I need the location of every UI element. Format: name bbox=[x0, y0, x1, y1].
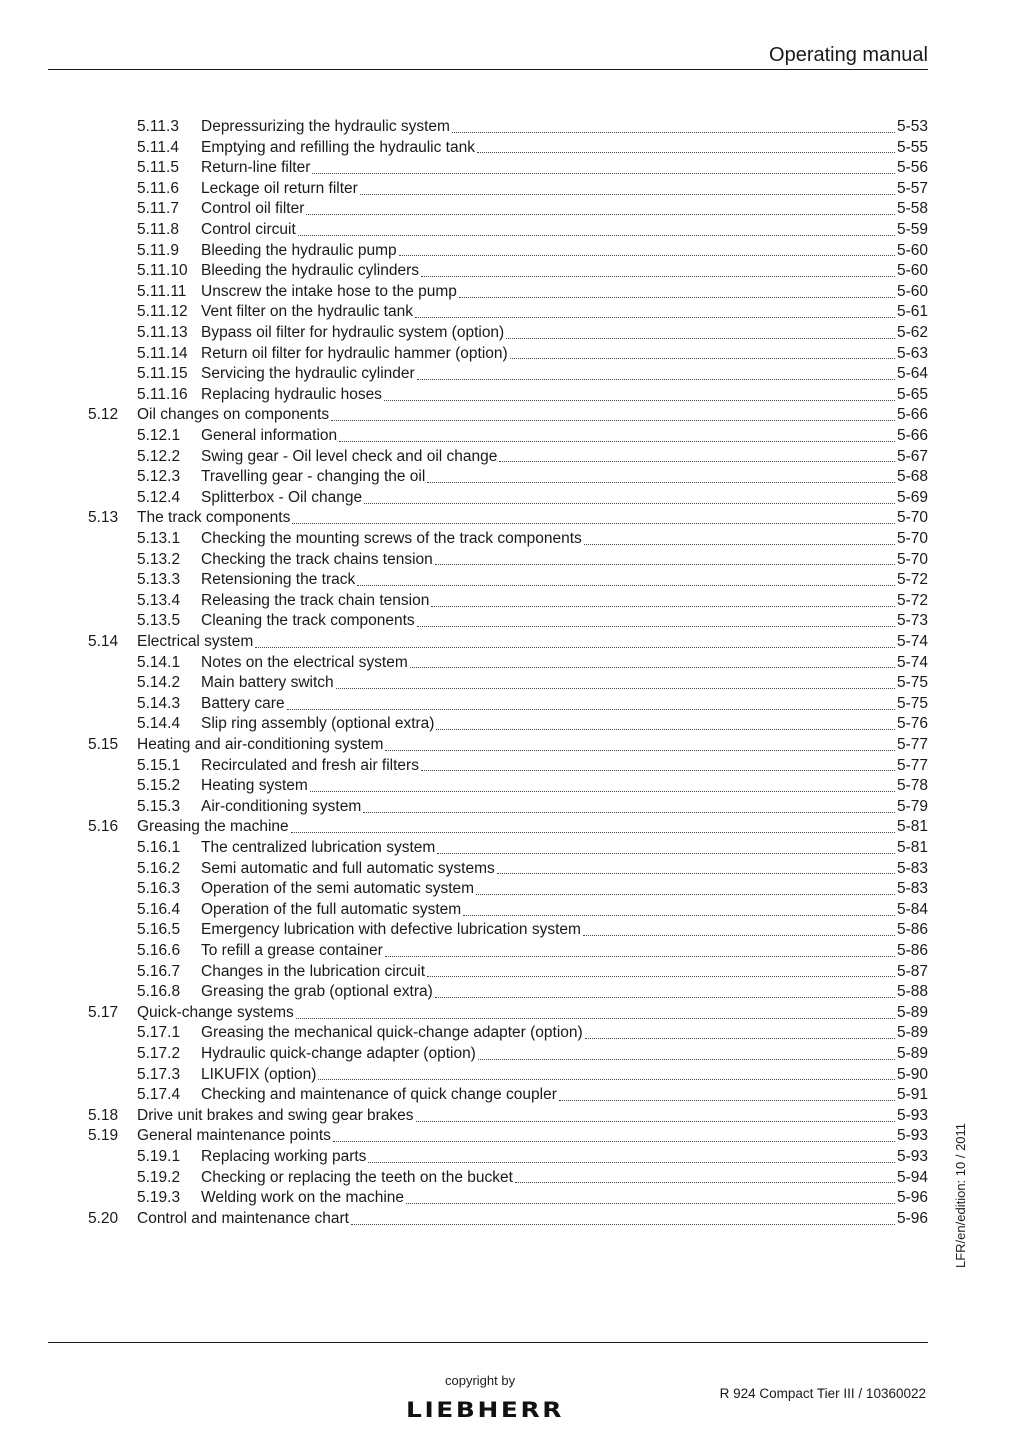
toc-entry-number: 5.11.13 bbox=[137, 324, 188, 341]
toc-entry-number: 5.11.15 bbox=[137, 365, 188, 383]
toc-entry-number: 5.17.3 bbox=[137, 1065, 181, 1083]
toc-entry-title: Emptying and refilling the hydraulic tank bbox=[201, 138, 475, 156]
toc-dot-leader bbox=[584, 544, 895, 545]
toc-entry-title: Quick-change systems bbox=[137, 1003, 294, 1021]
toc-entry-page: 5-91 bbox=[896, 1086, 928, 1104]
toc-entry-number: 5.16.8 bbox=[137, 983, 181, 1001]
toc-dot-leader bbox=[417, 626, 895, 627]
toc-dot-leader bbox=[435, 564, 895, 565]
toc-entry[interactable] bbox=[137, 529, 928, 550]
toc-dot-leader bbox=[357, 585, 895, 586]
toc-entry-title: Bleeding the hydraulic pump bbox=[201, 241, 397, 259]
toc-entry-page: 5-62 bbox=[896, 324, 928, 341]
toc-entry[interactable] bbox=[137, 1168, 928, 1189]
toc-entry-page: 5-86 bbox=[896, 942, 928, 959]
toc-dot-leader bbox=[415, 317, 895, 318]
toc-dot-leader bbox=[406, 1203, 895, 1204]
toc-entry-number: 5.13.3 bbox=[137, 571, 181, 589]
toc-entry-number: 5.15.2 bbox=[137, 777, 181, 795]
toc-dot-leader bbox=[312, 173, 895, 174]
toc-entry-title: Releasing the track chain tension bbox=[201, 591, 430, 609]
toc-dot-leader bbox=[437, 853, 895, 854]
toc-dot-leader bbox=[515, 1182, 895, 1183]
toc-dot-leader bbox=[583, 935, 895, 936]
toc-entry-page: 5-75 bbox=[896, 694, 928, 712]
toc-entry[interactable] bbox=[137, 158, 928, 179]
toc-entry[interactable] bbox=[137, 241, 928, 262]
toc-entry[interactable] bbox=[137, 1085, 928, 1106]
toc-entry-number: 5.11.3 bbox=[137, 118, 179, 135]
toc-entry[interactable] bbox=[137, 323, 928, 344]
footer-divider bbox=[48, 1342, 928, 1343]
toc-entry-title: Battery care bbox=[201, 694, 285, 712]
toc-entry-title: Return-line filter bbox=[201, 159, 311, 177]
toc-entry-title: LIKUFIX (option) bbox=[201, 1065, 317, 1083]
toc-dot-leader bbox=[417, 379, 895, 380]
toc-entry-page: 5-64 bbox=[896, 365, 928, 383]
toc-entry-title: Control circuit bbox=[201, 221, 296, 238]
toc-entry-number: 5.20 bbox=[88, 1209, 119, 1227]
toc-entry-page: 5-83 bbox=[896, 880, 928, 898]
toc-entry-page: 5-89 bbox=[896, 1024, 928, 1042]
toc-entry-title: Welding work on the machine bbox=[201, 1189, 405, 1207]
toc-entry[interactable] bbox=[137, 1188, 928, 1209]
toc-entry-number: 5.13.5 bbox=[137, 612, 181, 630]
toc-entry-title: Return oil filter for hydraulic hammer (option) bbox=[201, 344, 508, 362]
toc-entry-number: 5.13.1 bbox=[137, 530, 181, 547]
toc-entry[interactable] bbox=[137, 941, 928, 962]
toc-entry-number: 5.16 bbox=[88, 818, 119, 836]
toc-dot-leader bbox=[399, 255, 895, 256]
toc-entry-title: Greasing the mechanical quick-change adapter (option) bbox=[201, 1024, 583, 1042]
toc-entry-number: 5.19.2 bbox=[137, 1168, 181, 1186]
toc-dot-leader bbox=[459, 297, 895, 298]
toc-entry-title: Retensioning the track bbox=[201, 571, 356, 589]
toc-dot-leader bbox=[435, 997, 895, 998]
toc-entry-title: Slip ring assembly (optional extra) bbox=[201, 715, 435, 733]
toc-entry[interactable] bbox=[137, 1023, 928, 1044]
toc-entry[interactable] bbox=[137, 611, 928, 632]
toc-entry-page: 5-96 bbox=[896, 1189, 928, 1207]
toc-entry[interactable] bbox=[137, 1147, 928, 1168]
toc-entry-title: Cleaning the track components bbox=[201, 612, 415, 630]
toc-entry-title: Control oil filter bbox=[201, 200, 305, 218]
toc-entry-title: General maintenance points bbox=[137, 1127, 331, 1145]
toc-entry-title: General information bbox=[201, 427, 338, 444]
toc-entry-page: 5-68 bbox=[896, 468, 928, 486]
toc-entry-page: 5-60 bbox=[896, 262, 928, 280]
toc-entry-number: 5.13 bbox=[88, 509, 119, 527]
toc-entry-number: 5.15.3 bbox=[137, 797, 181, 815]
toc-dot-leader bbox=[364, 503, 895, 504]
toc-entry-number: 5.14 bbox=[88, 633, 119, 650]
toc-entry[interactable] bbox=[137, 302, 928, 323]
toc-entry-title: Control and maintenance chart bbox=[137, 1209, 349, 1227]
toc-dot-leader bbox=[385, 750, 895, 751]
toc-dot-leader bbox=[559, 1100, 895, 1101]
toc-entry[interactable] bbox=[137, 1065, 928, 1086]
toc-entry-number: 5.19 bbox=[88, 1127, 119, 1145]
toc-entry[interactable] bbox=[137, 714, 928, 735]
toc-entry-page: 5-84 bbox=[896, 900, 928, 918]
toc-entry-number: 5.11.4 bbox=[137, 138, 179, 156]
toc-dot-leader bbox=[421, 276, 895, 277]
toc-entry-page: 5-75 bbox=[896, 674, 928, 692]
toc-entry-number: 5.14.3 bbox=[137, 694, 181, 712]
toc-dot-leader bbox=[510, 358, 895, 359]
toc-dot-leader bbox=[384, 400, 895, 401]
toc-entry-page: 5-65 bbox=[896, 385, 928, 403]
toc-entry-page: 5-56 bbox=[896, 159, 928, 177]
toc-entry-page: 5-93 bbox=[896, 1127, 928, 1145]
toc-dot-leader bbox=[478, 1059, 895, 1060]
toc-entry-number: 5.16.3 bbox=[137, 880, 181, 898]
toc-entry[interactable] bbox=[137, 756, 928, 777]
toc-dot-leader bbox=[310, 791, 895, 792]
toc-entry-page: 5-74 bbox=[896, 653, 928, 671]
toc-entry-number: 5.11.16 bbox=[137, 385, 188, 403]
toc-entry-page: 5-87 bbox=[896, 962, 928, 980]
toc-entry-title: Drive unit brakes and swing gear brakes bbox=[137, 1106, 414, 1124]
toc-dot-leader bbox=[421, 770, 895, 771]
toc-dot-leader bbox=[255, 647, 895, 648]
toc-entry-number: 5.14.4 bbox=[137, 715, 181, 733]
toc-dot-leader bbox=[585, 1038, 895, 1039]
toc-entry[interactable] bbox=[88, 632, 928, 653]
toc-entry-number: 5.12.4 bbox=[137, 488, 181, 506]
toc-entry-number: 5.17.4 bbox=[137, 1086, 181, 1104]
toc-entry[interactable] bbox=[137, 797, 928, 818]
toc-entry-title: Main battery switch bbox=[201, 674, 334, 692]
toc-entry-page: 5-70 bbox=[896, 509, 928, 527]
toc-entry-page: 5-60 bbox=[896, 282, 928, 300]
toc-dot-leader bbox=[368, 1162, 895, 1163]
toc-entry-number: 5.11.12 bbox=[137, 303, 188, 321]
toc-entry[interactable] bbox=[137, 694, 928, 715]
document-id: R 924 Compact Tier III / 10360022 bbox=[719, 1386, 926, 1401]
toc-entry[interactable] bbox=[137, 467, 928, 488]
toc-entry-page: 5-86 bbox=[896, 921, 928, 939]
toc-dot-leader bbox=[416, 1121, 895, 1122]
toc-entry[interactable] bbox=[137, 447, 928, 468]
page-title: Operating manual bbox=[769, 44, 928, 66]
logo-text: LIEBHERR bbox=[406, 1399, 564, 1419]
toc-entry-page: 5-77 bbox=[896, 736, 928, 753]
toc-entry[interactable] bbox=[137, 776, 928, 797]
toc-dot-leader bbox=[452, 132, 895, 133]
toc-entry-title: Heating system bbox=[201, 777, 308, 795]
toc-entry-number: 5.13.2 bbox=[137, 550, 181, 568]
toc-entry[interactable] bbox=[137, 653, 928, 674]
toc-entry[interactable] bbox=[137, 426, 928, 447]
toc-entry-title: Replacing hydraulic hoses bbox=[201, 385, 382, 403]
toc-entry[interactable] bbox=[88, 735, 928, 756]
toc-entry-number: 5.16.6 bbox=[137, 942, 181, 959]
toc-entry-page: 5-66 bbox=[896, 406, 928, 424]
toc-entry-page: 5-88 bbox=[896, 983, 928, 1001]
toc-entry-title: Emergency lubrication with defective lubrication system bbox=[201, 921, 581, 939]
toc-dot-leader bbox=[476, 894, 895, 895]
toc-entry[interactable] bbox=[137, 838, 928, 859]
toc-entry-title: Vent filter on the hydraulic tank bbox=[201, 303, 413, 321]
toc-dot-leader bbox=[333, 1141, 895, 1142]
toc-entry-title: Unscrew the intake hose to the pump bbox=[201, 282, 457, 300]
toc-entry-number: 5.11.14 bbox=[137, 344, 188, 362]
toc-entry-title: Travelling gear - changing the oil bbox=[201, 468, 426, 486]
toc-entry-page: 5-70 bbox=[896, 530, 928, 547]
toc-entry[interactable] bbox=[137, 859, 928, 880]
toc-entry-title: Air-conditioning system bbox=[201, 797, 362, 815]
copyright-label: copyright by bbox=[445, 1373, 516, 1388]
toc-entry-number: 5.17.1 bbox=[137, 1024, 181, 1042]
toc-entry-title: Electrical system bbox=[137, 633, 254, 650]
toc-entry-title: The track components bbox=[137, 509, 291, 527]
toc-dot-leader bbox=[427, 976, 895, 977]
toc-entry-title: To refill a grease container bbox=[201, 942, 383, 959]
toc-entry-page: 5-73 bbox=[896, 612, 928, 630]
toc-entry-title: Heating and air-conditioning system bbox=[137, 736, 384, 753]
toc-entry[interactable] bbox=[137, 900, 928, 921]
toc-entry-title: Servicing the hydraulic cylinder bbox=[201, 365, 415, 383]
toc-entry-page: 5-93 bbox=[896, 1148, 928, 1165]
toc-entry-number: 5.17 bbox=[88, 1003, 119, 1021]
toc-entry-page: 5-60 bbox=[896, 241, 928, 259]
toc-entry[interactable] bbox=[137, 982, 928, 1003]
toc-dot-leader bbox=[351, 1224, 895, 1225]
toc-entry-number: 5.13.4 bbox=[137, 591, 181, 609]
toc-dot-leader bbox=[360, 194, 895, 195]
toc-entry-title: Depressurizing the hydraulic system bbox=[201, 118, 450, 135]
toc-entry[interactable] bbox=[137, 179, 928, 200]
toc-entry-title: Checking the track chains tension bbox=[201, 550, 433, 568]
toc-dot-leader bbox=[318, 1079, 895, 1080]
liebherr-logo bbox=[405, 1399, 565, 1419]
toc-entry-page: 5-90 bbox=[896, 1065, 928, 1083]
toc-entry-page: 5-89 bbox=[896, 1003, 928, 1021]
header-divider bbox=[48, 69, 928, 70]
toc-entry[interactable] bbox=[88, 1209, 928, 1230]
toc-entry-page: 5-59 bbox=[896, 221, 928, 238]
toc-entry[interactable] bbox=[137, 261, 928, 282]
toc-entry-number: 5.14.1 bbox=[137, 653, 181, 671]
toc-entry-page: 5-63 bbox=[896, 344, 928, 362]
toc-entry-title: Oil changes on components bbox=[137, 406, 330, 424]
toc-entry[interactable] bbox=[137, 364, 928, 385]
edition-note: LFR/en/edition: 10 / 2011 bbox=[953, 1122, 968, 1268]
toc-entry[interactable] bbox=[88, 1003, 928, 1024]
toc-entry-page: 5-66 bbox=[896, 427, 928, 444]
toc-entry-page: 5-74 bbox=[896, 633, 928, 650]
toc-entry-number: 5.15 bbox=[88, 736, 119, 753]
toc-entry-title: Semi automatic and full automatic systems bbox=[201, 859, 495, 877]
toc-entry-page: 5-81 bbox=[896, 839, 928, 856]
toc-dot-leader bbox=[298, 235, 895, 236]
toc-entry-number: 5.11.6 bbox=[137, 179, 179, 197]
toc-entry[interactable] bbox=[137, 591, 928, 612]
toc-dot-leader bbox=[410, 667, 895, 668]
toc-entry[interactable] bbox=[137, 879, 928, 900]
toc-entry-title: Bypass oil filter for hydraulic system (option) bbox=[201, 324, 505, 341]
toc-entry-number: 5.16.2 bbox=[137, 859, 181, 877]
toc-entry-page: 5-58 bbox=[896, 200, 928, 218]
toc-entry-title: Recirculated and fresh air filters bbox=[201, 756, 419, 774]
toc-dot-leader bbox=[463, 915, 895, 916]
toc-dot-leader bbox=[331, 420, 895, 421]
toc-dot-leader bbox=[296, 1018, 895, 1019]
toc-entry-title: Replacing working parts bbox=[201, 1148, 367, 1165]
toc-entry-page: 5-96 bbox=[896, 1209, 928, 1227]
toc-entry-page: 5-93 bbox=[896, 1106, 928, 1124]
toc-entry-title: Splitterbox - Oil change bbox=[201, 488, 363, 506]
toc-entry[interactable] bbox=[137, 385, 928, 406]
toc-entry-number: 5.16.5 bbox=[137, 921, 181, 939]
toc-entry-number: 5.11.10 bbox=[137, 262, 188, 280]
toc-entry[interactable] bbox=[137, 138, 928, 159]
toc-entry-page: 5-72 bbox=[896, 591, 928, 609]
toc-entry-title: Leckage oil return filter bbox=[201, 179, 358, 197]
toc-entry[interactable] bbox=[137, 550, 928, 571]
toc-entry-number: 5.11.5 bbox=[137, 159, 179, 177]
toc-entry[interactable] bbox=[88, 1106, 928, 1127]
toc-entry-page: 5-61 bbox=[896, 303, 928, 321]
toc-entry-page: 5-70 bbox=[896, 550, 928, 568]
toc-entry-title: Operation of the full automatic system bbox=[201, 900, 462, 918]
toc-entry[interactable] bbox=[137, 117, 928, 138]
toc-entry[interactable] bbox=[88, 405, 928, 426]
toc-entry-page: 5-89 bbox=[896, 1045, 928, 1062]
toc-entry-number: 5.14.2 bbox=[137, 674, 181, 692]
toc-entry-page: 5-57 bbox=[896, 179, 928, 197]
toc-entry[interactable] bbox=[137, 920, 928, 941]
toc-entry-number: 5.19.1 bbox=[137, 1148, 181, 1165]
toc-entry[interactable] bbox=[137, 673, 928, 694]
toc-entry-number: 5.15.1 bbox=[137, 756, 181, 774]
toc-entry-number: 5.12.2 bbox=[137, 447, 181, 465]
toc-entry-number: 5.16.4 bbox=[137, 900, 181, 918]
toc-entry-page: 5-78 bbox=[896, 777, 928, 795]
toc-entry-number: 5.11.11 bbox=[137, 282, 187, 300]
toc-entry-page: 5-76 bbox=[896, 715, 928, 733]
toc-dot-leader bbox=[306, 214, 895, 215]
toc-entry[interactable] bbox=[137, 1044, 928, 1065]
toc-dot-leader bbox=[287, 709, 895, 710]
toc-entry-number: 5.17.2 bbox=[137, 1045, 181, 1062]
toc-entry[interactable] bbox=[88, 508, 928, 529]
toc-entry-page: 5-83 bbox=[896, 859, 928, 877]
toc-entry-title: Checking and maintenance of quick change coupler bbox=[201, 1086, 557, 1104]
toc-dot-leader bbox=[385, 956, 895, 957]
toc-entry-title: Notes on the electrical system bbox=[201, 653, 408, 671]
toc-entry-number: 5.11.7 bbox=[137, 200, 179, 218]
toc-entry-page: 5-72 bbox=[896, 571, 928, 589]
toc-entry-title: Bleeding the hydraulic cylinders bbox=[201, 262, 419, 280]
toc-entry[interactable] bbox=[137, 199, 928, 220]
toc-entry-page: 5-53 bbox=[896, 118, 928, 135]
toc-entry-title: Checking or replacing the teeth on the bucket bbox=[201, 1168, 513, 1186]
toc-entry[interactable] bbox=[88, 1126, 928, 1147]
toc-dot-leader bbox=[336, 688, 895, 689]
toc-entry[interactable] bbox=[137, 344, 928, 365]
toc-entry-title: Swing gear - Oil level check and oil change bbox=[201, 447, 498, 465]
toc-entry-title: The centralized lubrication system bbox=[201, 839, 436, 856]
toc-entry-number: 5.16.7 bbox=[137, 962, 181, 980]
toc-entry-title: Changes in the lubrication circuit bbox=[201, 962, 426, 980]
toc-entry[interactable] bbox=[137, 570, 928, 591]
toc-entry-page: 5-55 bbox=[896, 138, 928, 156]
toc-entry[interactable] bbox=[137, 488, 928, 509]
toc-dot-leader bbox=[292, 523, 895, 524]
toc-dot-leader bbox=[363, 812, 895, 813]
toc-dot-leader bbox=[427, 482, 895, 483]
toc-entry-title: Greasing the grab (optional extra) bbox=[201, 983, 433, 1001]
toc-entry-page: 5-67 bbox=[896, 447, 928, 465]
toc-entry-number: 5.16.1 bbox=[137, 839, 181, 856]
toc-entry-title: Greasing the machine bbox=[137, 818, 289, 836]
toc-entry-number: 5.12.1 bbox=[137, 427, 181, 444]
toc-entry-title: Checking the mounting screws of the track components bbox=[201, 530, 582, 547]
toc-entry-title: Operation of the semi automatic system bbox=[201, 880, 475, 898]
toc-entry-page: 5-81 bbox=[896, 818, 928, 836]
toc-entry-page: 5-94 bbox=[896, 1168, 928, 1186]
toc-entry[interactable] bbox=[88, 817, 928, 838]
toc-entry-number: 5.12.3 bbox=[137, 468, 181, 486]
toc-dot-leader bbox=[506, 338, 895, 339]
toc-dot-leader bbox=[497, 873, 895, 874]
toc-entry[interactable] bbox=[137, 220, 928, 241]
toc-entry-page: 5-77 bbox=[896, 756, 928, 774]
toc-dot-leader bbox=[499, 461, 895, 462]
toc-entry-number: 5.11.8 bbox=[137, 221, 179, 238]
toc-entry-title: Hydraulic quick-change adapter (option) bbox=[201, 1045, 476, 1062]
toc-entry-number: 5.12 bbox=[88, 406, 119, 424]
toc-dot-leader bbox=[431, 606, 895, 607]
toc-entry-number: 5.11.9 bbox=[137, 241, 179, 259]
toc-entry-number: 5.19.3 bbox=[137, 1189, 181, 1207]
toc-entry[interactable] bbox=[137, 962, 928, 983]
toc-dot-leader bbox=[436, 729, 895, 730]
toc-dot-leader bbox=[477, 152, 895, 153]
toc-entry[interactable] bbox=[137, 282, 928, 303]
toc-dot-leader bbox=[291, 832, 895, 833]
toc-dot-leader bbox=[339, 441, 895, 442]
toc-entry-page: 5-69 bbox=[896, 488, 928, 506]
toc-entry-number: 5.18 bbox=[88, 1106, 119, 1124]
toc-entry-page: 5-79 bbox=[896, 797, 928, 815]
